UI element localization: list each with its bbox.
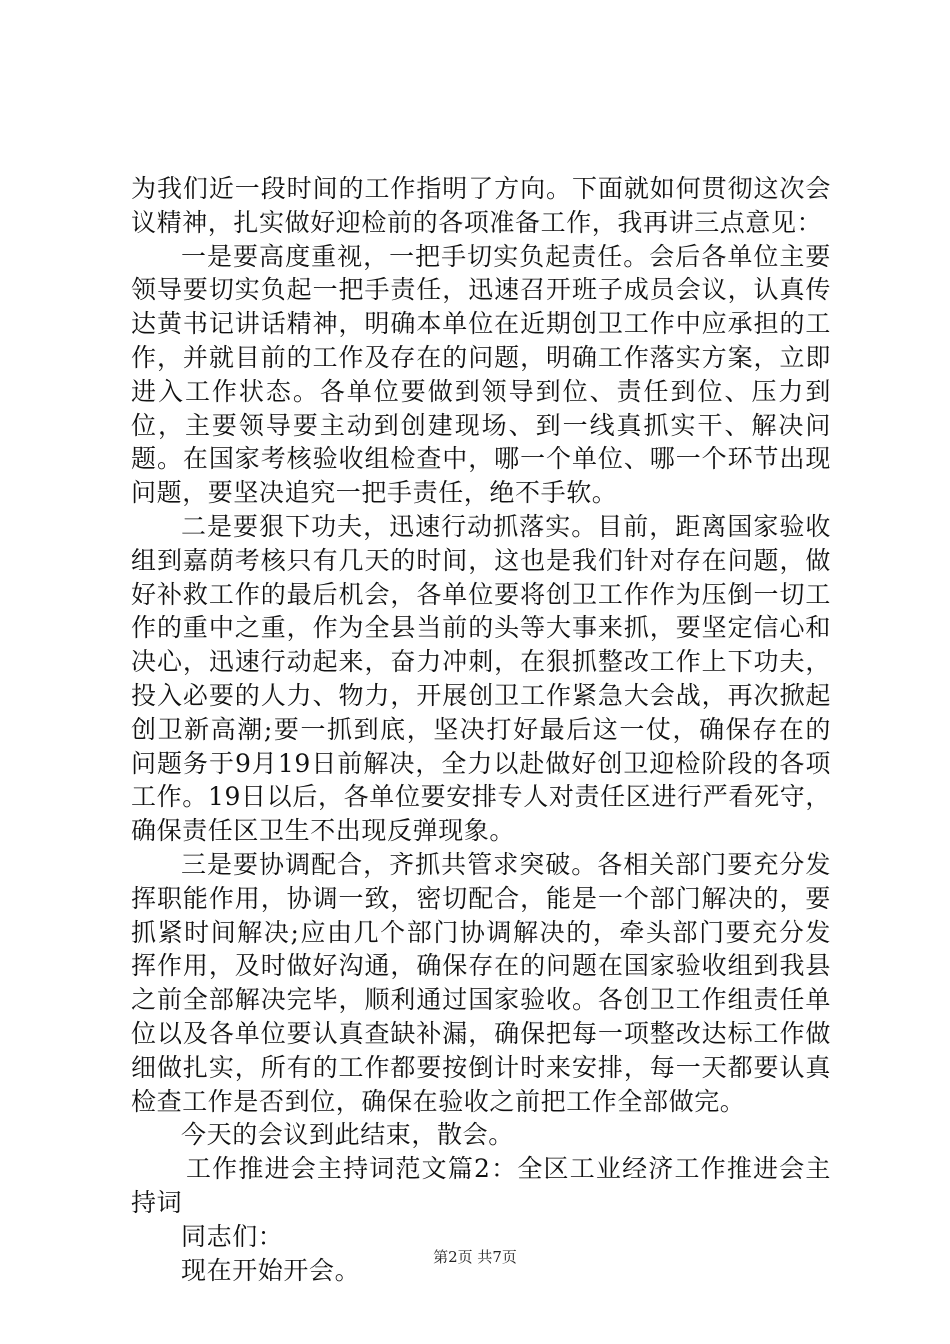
paragraph-salutation: 同志们：: [181, 1221, 284, 1251]
page-footer: 第2页 共7页: [433, 1248, 517, 1266]
paragraph-point-one: 一是要高度重视，一把手切实负起责任。会后各单位主要领导要切实负起一把手责任，迅速召开班子成员会议，认真传达黄书记讲话精神，明确本单位在近期创卫工作中应承担的工作，并就目前的工作及存在的问题，明确工作落实方案，立即进入工作状态。各单位要做到领导到位、责任到位、压力到位，主要领导要主动到创建现场、到一线真抓实干、解决问题。在国家考核验收组检查中，哪一个单位、哪一个环节出现问题，要坚决追究一把手责任，绝不手软。: [131, 241, 831, 508]
paragraph-point-three: 三是要协调配合，齐抓共管求突破。各相关部门要充分发挥职能作用，协调一致，密切配合，能是一个部门解决的，要抓紧时间解决;应由几个部门协调解决的，牵头部门要充分发挥作用，及时做好沟通，确保存在的问题在国家验收组到我县之前全部解决完毕，顺利通过国家验收。各创卫工作组责任单位以及各单位要认真查缺补漏，确保把每一项整改达标工作做细做扎实，所有的工作都要按倒计时来安排，每一天都要认真检查工作是否到位，确保在验收之前把工作全部做完。: [131, 849, 831, 1116]
paragraph-opening: 现在开始开会。: [181, 1255, 361, 1285]
paragraph-intro: 为我们近一段时间的工作指明了方向。下面就如何贯彻这次会议精神，扎实做好迎检前的各项准备工作，我再讲三点意见：: [131, 174, 831, 237]
paragraph-closing: 今天的会议到此结束，散会。: [181, 1120, 514, 1150]
document-body: [131, 172, 831, 1287]
paragraph-point-two: 二是要狠下功夫，迅速行动抓落实。目前，距离国家验收组到嘉荫考核只有几天的时间，这也是我们针对存在问题，做好补救工作的最后机会，各单位要将创卫工作作为压倒一切工作的重中之重，作为全县当前的头等大事来抓，要坚定信心和决心，迅速行动起来，奋力冲刺，在狠抓整改工作上下功夫，投入必要的人力、物力，开展创卫工作紧急大会战，再次掀起创卫新高潮;要一抓到底，坚决打好最后这一仗，确保存在的问题务于9月19日前解决，全力以赴做好创卫迎检阶段的各项工作。19日以后，各单位要安排专人对责任区进行严看死守，确保责任区卫生不出现反弹现象。: [131, 511, 831, 846]
paragraph-section-heading: 工作推进会主持词范文篇2：全区工业经济工作推进会主持词: [131, 1154, 831, 1217]
